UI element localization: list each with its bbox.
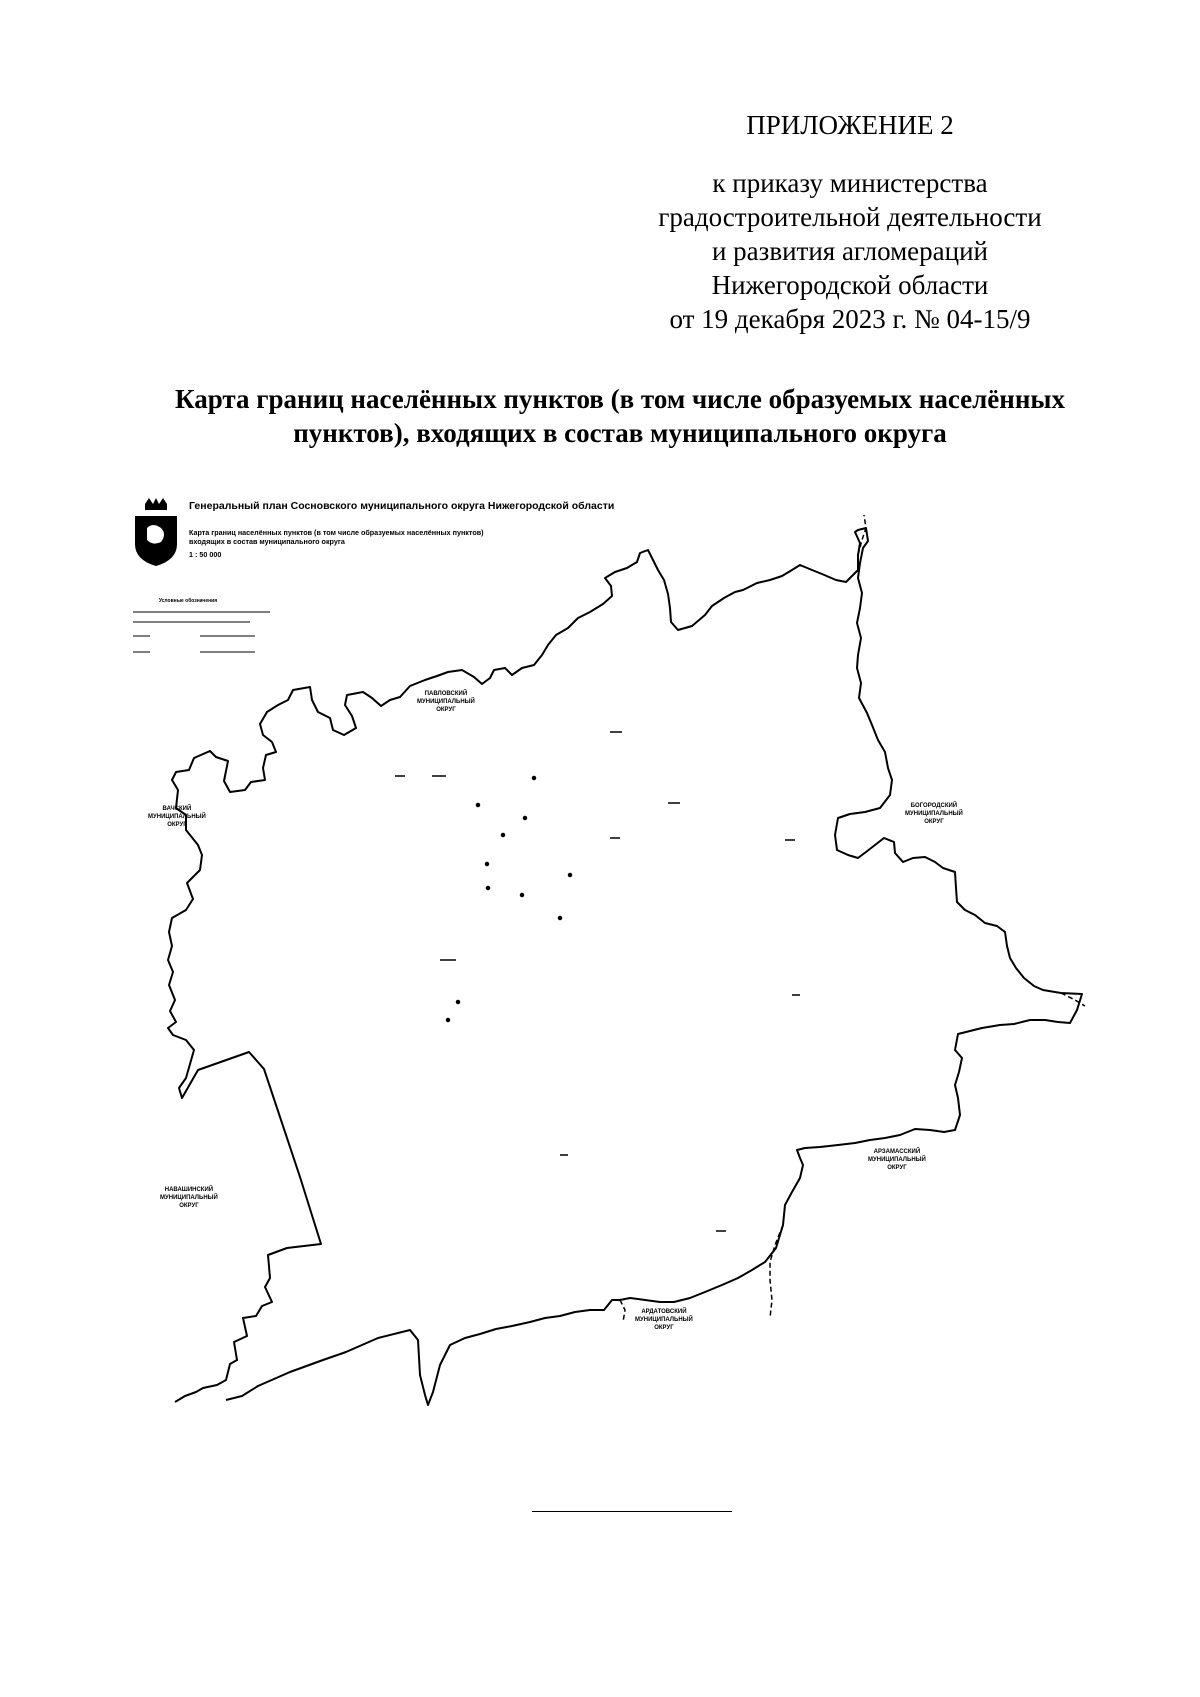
- document-title-line: Карта границ населённых пунктов (в том числе образуемых населённых: [175, 384, 1065, 414]
- coat-of-arms-icon: [133, 498, 179, 568]
- appendix-line: градостроительной деятельности: [658, 202, 1042, 232]
- district-label-ardatovsky: АРДАТОВСКИЙ МУНИЦИПАЛЬНЫЙ ОКРУГ: [635, 1309, 693, 1331]
- district-boundary: [168, 528, 1082, 1405]
- district-label-vachsky: ВАЧСКИЙ МУНИЦИПАЛЬНЫЙ ОКРУГ: [148, 806, 206, 828]
- map-subtitle-line: Карта границ населённых пунктов (в том числе образуемых населённых пунктов): [189, 528, 484, 537]
- district-label-bogorodsky: БОГОРОДСКИЙ МУНИЦИПАЛЬНЫЙ ОКРУГ: [905, 803, 963, 825]
- appendix-line: Нижегородской области: [711, 270, 989, 300]
- appendix-line: к приказу министерства: [712, 168, 988, 198]
- district-label-arzamassky: АРЗАМАССКИЙ МУНИЦИПАЛЬНЫЙ ОКРУГ: [868, 1149, 926, 1171]
- map-title: Генеральный план Сосновского муниципального округа Нижегородской области: [189, 500, 615, 512]
- neighbor-boundary-south: [620, 1300, 625, 1322]
- appendix-line: от 19 декабря 2023 г. № 04-15/9: [669, 304, 1031, 334]
- map-legend: [133, 598, 283, 658]
- neighbor-boundary-southeast: [770, 1225, 783, 1318]
- document-title-line: пунктов), входящих в состав муниципального округа: [293, 418, 947, 448]
- district-label-pavlovsky: ПАВЛОВСКИЙ МУНИЦИПАЛЬНЫЙ ОКРУГ: [417, 691, 475, 713]
- settlement-marks: [395, 732, 800, 1231]
- district-label-navashinsky: НАВАШИНСКИЙ МУНИЦИПАЛЬНЫЙ ОКРУГ: [160, 1187, 218, 1209]
- appendix-line: и развития агломераций: [711, 236, 988, 266]
- map-subtitle-line: входящих в состав муниципального округа: [189, 537, 345, 546]
- footer-separator: [532, 1511, 732, 1512]
- map-subtitle: [189, 528, 484, 546]
- appendix-title: ПРИЛОЖЕНИЕ 2: [746, 110, 954, 140]
- legend-title: Условные обозначения: [158, 598, 218, 604]
- map-scale: 1 : 50 000: [189, 550, 222, 559]
